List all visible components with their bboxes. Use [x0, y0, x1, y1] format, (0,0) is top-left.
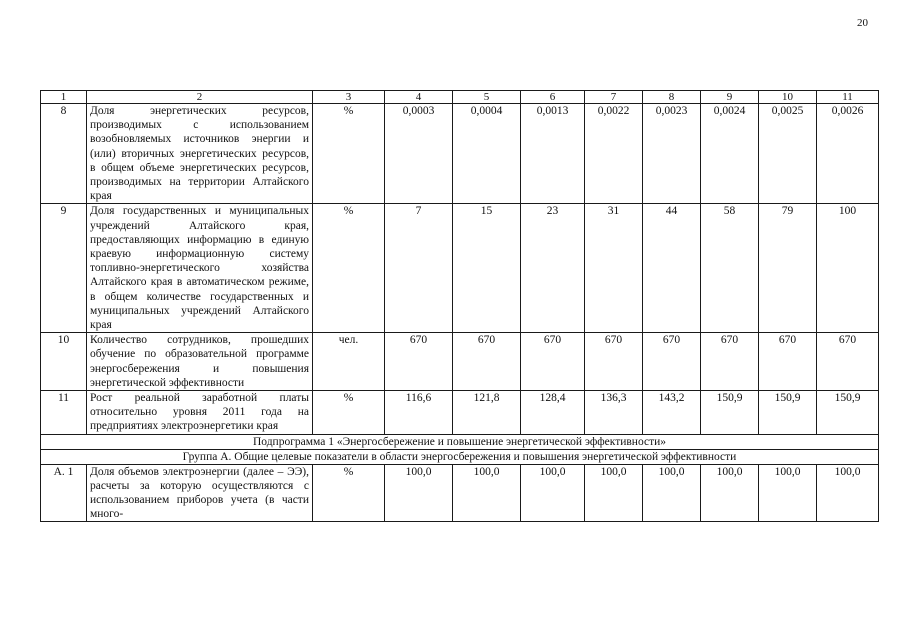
- value-cell: 0,0003: [385, 104, 453, 204]
- value-cell: 100,0: [521, 464, 585, 522]
- value-cell: 670: [817, 333, 879, 391]
- column-number: 10: [759, 91, 817, 104]
- value-cell: 150,9: [817, 391, 879, 435]
- value-cell: 0,0024: [701, 104, 759, 204]
- value-cell: 100,0: [643, 464, 701, 522]
- column-number: 3: [313, 91, 385, 104]
- indicator-name: Рост реальной заработной платы относительно уровня 2011 года на предприятиях электроэнергетики края: [87, 391, 313, 435]
- value-cell: 116,6: [385, 391, 453, 435]
- value-cell: 23: [521, 204, 585, 333]
- value-cell: 0,0026: [817, 104, 879, 204]
- value-cell: 100,0: [817, 464, 879, 522]
- column-number: 8: [643, 91, 701, 104]
- value-cell: 670: [701, 333, 759, 391]
- unit-cell: чел.: [313, 333, 385, 391]
- value-cell: 121,8: [453, 391, 521, 435]
- table-row: [41, 104, 879, 204]
- value-cell: 150,9: [701, 391, 759, 435]
- value-cell: 670: [385, 333, 453, 391]
- column-number: 2: [87, 91, 313, 104]
- value-cell: 136,3: [585, 391, 643, 435]
- column-number: 1: [41, 91, 87, 104]
- value-cell: 100: [817, 204, 879, 333]
- indicators-table: [40, 90, 879, 522]
- group-row: [41, 449, 879, 464]
- column-number: 7: [585, 91, 643, 104]
- unit-cell: %: [313, 464, 385, 522]
- value-cell: 670: [643, 333, 701, 391]
- column-number: 6: [521, 91, 585, 104]
- unit-cell: %: [313, 391, 385, 435]
- row-number: А. 1: [41, 464, 87, 522]
- column-number: 9: [701, 91, 759, 104]
- row-number: 10: [41, 333, 87, 391]
- value-cell: 670: [585, 333, 643, 391]
- value-cell: 670: [759, 333, 817, 391]
- indicator-name: Доля государственных и муниципальных учреждений Алтайского края, предоставляющих информацию в единую краевую информационную систему топливно-энергетического хозяйства Алтайского края в автоматическом режиме, в общем количестве государственных и муниципальных учреждений Алтайского края: [87, 204, 313, 333]
- value-cell: 0,0004: [453, 104, 521, 204]
- value-cell: 0,0013: [521, 104, 585, 204]
- table-row: [41, 204, 879, 333]
- value-cell: 31: [585, 204, 643, 333]
- row-number: 11: [41, 391, 87, 435]
- value-cell: 7: [385, 204, 453, 333]
- column-number: 11: [817, 91, 879, 104]
- indicator-name: Доля объемов электроэнергии (далее – ЭЭ), расчеты за которую осуществляются с использованием приборов учета (в части много-: [87, 464, 313, 522]
- page-number: 20: [857, 17, 868, 29]
- value-cell: 150,9: [759, 391, 817, 435]
- value-cell: 44: [643, 204, 701, 333]
- value-cell: 670: [453, 333, 521, 391]
- value-cell: 0,0025: [759, 104, 817, 204]
- indicator-name: Количество сотрудников, прошедших обучение по образовательной программе энергосбережения и повышения энергетической эффективности: [87, 333, 313, 391]
- subprogram-row: [41, 434, 879, 449]
- column-number: 4: [385, 91, 453, 104]
- table-row: [41, 333, 879, 391]
- value-cell: 100,0: [701, 464, 759, 522]
- group-title: Группа А. Общие целевые показатели в области энергосбережения и повышения энергетической эффективности: [41, 449, 879, 464]
- value-cell: 143,2: [643, 391, 701, 435]
- table-row: [41, 464, 879, 522]
- column-number: 5: [453, 91, 521, 104]
- subprogram-title: Подпрограмма 1 «Энергосбережение и повышение энергетической эффективности»: [41, 434, 879, 449]
- value-cell: 100,0: [385, 464, 453, 522]
- value-cell: 100,0: [453, 464, 521, 522]
- row-number: 8: [41, 104, 87, 204]
- value-cell: 100,0: [759, 464, 817, 522]
- value-cell: 58: [701, 204, 759, 333]
- value-cell: 670: [521, 333, 585, 391]
- value-cell: 15: [453, 204, 521, 333]
- row-number: 9: [41, 204, 87, 333]
- value-cell: 79: [759, 204, 817, 333]
- value-cell: 100,0: [585, 464, 643, 522]
- unit-cell: %: [313, 204, 385, 333]
- table-row: [41, 391, 879, 435]
- indicator-name: Доля энергетических ресурсов, производимых с использованием возобновляемых источников энергии и (или) вторичных энергетических ресурсов, в общем объеме энергетических ресурсов, производимых на территории Алтайского края: [87, 104, 313, 204]
- column-number-row: [41, 91, 879, 104]
- unit-cell: %: [313, 104, 385, 204]
- value-cell: 128,4: [521, 391, 585, 435]
- value-cell: 0,0023: [643, 104, 701, 204]
- value-cell: 0,0022: [585, 104, 643, 204]
